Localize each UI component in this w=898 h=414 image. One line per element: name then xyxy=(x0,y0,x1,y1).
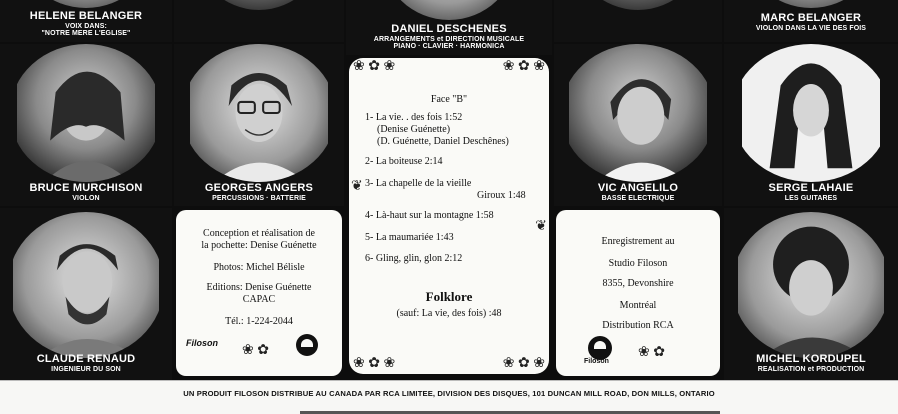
track-line: 4- Là-haut sur la montagne 1:58 xyxy=(365,210,494,221)
floral-ornament-icon: ❦ xyxy=(535,219,547,234)
caption xyxy=(724,183,898,202)
floral-ornament-icon: ❀ ✿ xyxy=(242,343,269,358)
track-line: 2- La boiteuse 2:14 xyxy=(365,156,443,167)
portrait-photo xyxy=(572,0,704,10)
credit-line: Distribution RCA xyxy=(602,320,674,331)
portrait-cell-georges xyxy=(174,44,344,206)
credit-line: CAPAC xyxy=(242,294,276,305)
genre-title: Folklore xyxy=(425,289,473,304)
musician-name: VIC ANGELILO xyxy=(597,182,679,194)
caption xyxy=(724,13,898,32)
credit-line: Photos: Michel Bélisle xyxy=(213,262,305,273)
credit-line: Montréal xyxy=(619,300,657,311)
caption xyxy=(174,183,344,202)
musician-role: "NOTRE MERE L'EGLISE" xyxy=(41,29,131,37)
portrait-cell-top-2 xyxy=(174,0,344,42)
portrait-photo xyxy=(10,44,162,182)
credit-line: Studio Filoson xyxy=(608,258,668,269)
floral-ornament-icon: ❀ ✿ ❀ xyxy=(502,356,545,371)
musician-name: SERGE LAHAIE xyxy=(768,182,854,194)
musician-name: CLAUDE RENAUD xyxy=(36,353,136,365)
portrait-photo xyxy=(18,0,154,8)
portrait-cell-daniel xyxy=(346,0,552,55)
musician-role: LES GUITARES xyxy=(784,194,838,202)
portrait-cell-marc xyxy=(724,0,898,42)
floral-ornament-icon: ❀ ✿ xyxy=(638,345,665,360)
filoson-logo-icon xyxy=(296,334,318,356)
musician-name: DANIEL DESCHENES xyxy=(391,23,507,35)
caption xyxy=(0,11,172,37)
floral-ornament-icon: ❀ ✿ ❀ xyxy=(353,356,396,371)
musician-role: PIANO · CLAVIER · HARMONICA xyxy=(393,42,505,50)
credit-line: Enregistrement au xyxy=(601,236,675,247)
track-line: 6- Gling, glin, glon 2:12 xyxy=(365,253,463,264)
musician-role: VIOLON DANS LA VIE DES FOIS xyxy=(755,24,867,32)
side-label: Face "B" xyxy=(430,94,468,105)
portrait-photo xyxy=(744,0,878,8)
credit-line: 8355, Devonshire xyxy=(602,278,674,289)
caption xyxy=(554,183,722,202)
caption xyxy=(346,24,552,50)
credit-line: Editions: Denise Guénette xyxy=(206,282,312,293)
musician-name: BRUCE MURCHISON xyxy=(29,182,143,194)
filoson-logo-text: Filoson xyxy=(584,358,609,365)
credits-right-panel xyxy=(556,210,720,376)
floral-ornament-icon: ❀ ✿ ❀ xyxy=(502,59,545,74)
portrait-cell-top-4 xyxy=(554,0,722,42)
filoson-logo-text: Filoson xyxy=(186,338,218,348)
credit-line: la pochette: Denise Guénette xyxy=(201,240,317,251)
portrait-photo xyxy=(8,212,164,358)
portrait-photo xyxy=(732,212,890,358)
musician-name: MICHEL KORDUPEL xyxy=(756,353,866,365)
portrait-photo xyxy=(561,44,715,182)
musician-role: INGENIEUR DU SON xyxy=(51,365,121,373)
portrait-cell-bruce xyxy=(0,44,172,206)
musician-role: PERCUSSIONS · BATTERIE xyxy=(212,194,306,202)
floral-ornament-icon: ❀ ✿ ❀ xyxy=(353,59,396,74)
filoson-logo-icon xyxy=(588,336,612,360)
track-line: 3- La chapelle de la vieille xyxy=(365,178,472,189)
musician-role: VOIX DANS: xyxy=(65,22,107,30)
caption xyxy=(724,354,898,373)
portrait-cell-claude xyxy=(0,208,172,380)
portrait-cell-serge xyxy=(724,44,898,206)
track-line: 1- La vie. . des fois 1:52 xyxy=(365,112,463,123)
portrait-cell-vic xyxy=(554,44,722,206)
tracklist-panel xyxy=(349,58,549,374)
credit-line: Tél.: 1-224-2044 xyxy=(225,316,293,327)
track-line: 5- La maumariée 1:43 xyxy=(365,232,454,243)
credit-line: Conception et réalisation de xyxy=(203,228,315,239)
footer xyxy=(0,380,898,414)
credits-left-panel xyxy=(176,210,342,376)
portrait-photo xyxy=(182,44,336,182)
caption xyxy=(0,354,172,373)
genre-note: (sauf: La vie, des fois) :48 xyxy=(396,308,502,319)
track-line: (Denise Guénette) xyxy=(377,124,451,135)
portrait-photo xyxy=(194,0,324,10)
track-line: (D. Guénette, Daniel Deschênes) xyxy=(377,136,509,147)
portrait-cell-helene xyxy=(0,0,172,42)
musician-role: VIOLON xyxy=(72,194,100,202)
musician-role: BASSE ELECTRIQUE xyxy=(601,194,675,202)
musician-name: GEORGES ANGERS xyxy=(204,182,314,194)
caption xyxy=(0,183,172,202)
portrait-photo xyxy=(382,0,516,20)
musician-role: REALISATION et PRODUCTION xyxy=(757,365,865,373)
portrait-photo xyxy=(732,44,890,182)
distribution-note: UN PRODUIT FILOSON DISTRIBUE AU CANADA PAR RCA LIMITEE, DIVISION DES DISQUES, 101 DUNCAN MILL ROAD, DON MILLS, ONTARIO xyxy=(183,389,715,398)
musician-name: HELENE BELANGER xyxy=(29,10,143,22)
portrait-cell-michel xyxy=(724,208,898,380)
track-line: Giroux 1:48 xyxy=(477,190,526,201)
musician-name: MARC BELANGER xyxy=(760,12,862,24)
musician-role: ARRANGEMENTS et DIRECTION MUSICALE xyxy=(373,35,525,43)
floral-ornament-icon: ❦ xyxy=(351,179,363,194)
